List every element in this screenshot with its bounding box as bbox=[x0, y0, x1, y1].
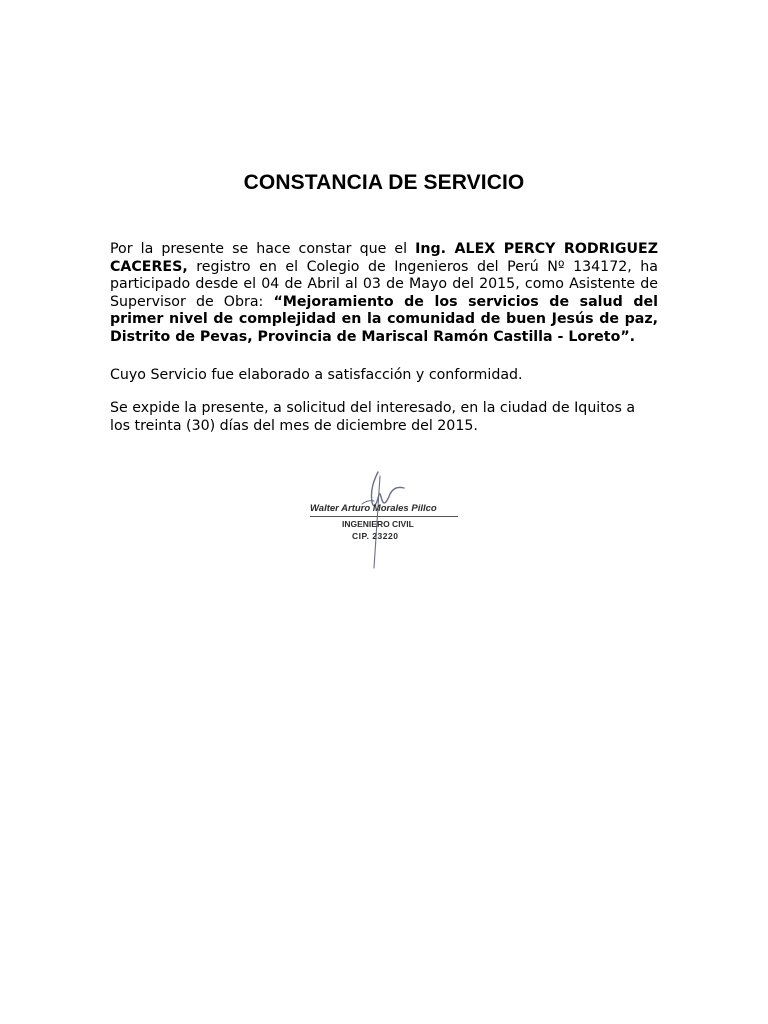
paragraph-middle: registro en el Colegio de Ingenieros del Perú Nº 134172, ha participado desde el 04 de Abril al 03 de Mayo del 2015, como Asistente de Supervisor de Obra: bbox=[110, 258, 658, 310]
paragraph-issuance: Se expide la presente, a solicitud del interesado, en la ciudad de Iquitos a los treinta (30) días del mes de diciembre del 2015. bbox=[110, 400, 636, 434]
signature-stamp bbox=[300, 468, 470, 578]
paragraph-satisfaction: Cuyo Servicio fue elaborado a satisfacción y conformidad. bbox=[110, 367, 523, 383]
stamp-role: INGENIERO CIVIL bbox=[342, 519, 414, 529]
stamp-cip: CIP. 23220 bbox=[352, 531, 399, 541]
paragraph-intro: Por la presente se hace constar que el bbox=[110, 241, 416, 257]
project-name: “Mejoramiento de los servicios de salud del primer nivel de complejidad en la comunidad de buen Jesús de paz, Distrito de Pevas, Provincia de Mariscal Ramón Castilla - Loreto”. bbox=[110, 293, 658, 345]
engineer-name: Ing. ALEX PERCY RODRIGUEZ CACERES, bbox=[110, 241, 659, 275]
stamp-divider bbox=[310, 516, 458, 517]
document-title: CONSTANCIA DE SERVICIO bbox=[243, 171, 525, 194]
paragraph-certification bbox=[110, 241, 658, 347]
stamp-name: Walter Arturo Morales Pillco bbox=[310, 503, 437, 514]
